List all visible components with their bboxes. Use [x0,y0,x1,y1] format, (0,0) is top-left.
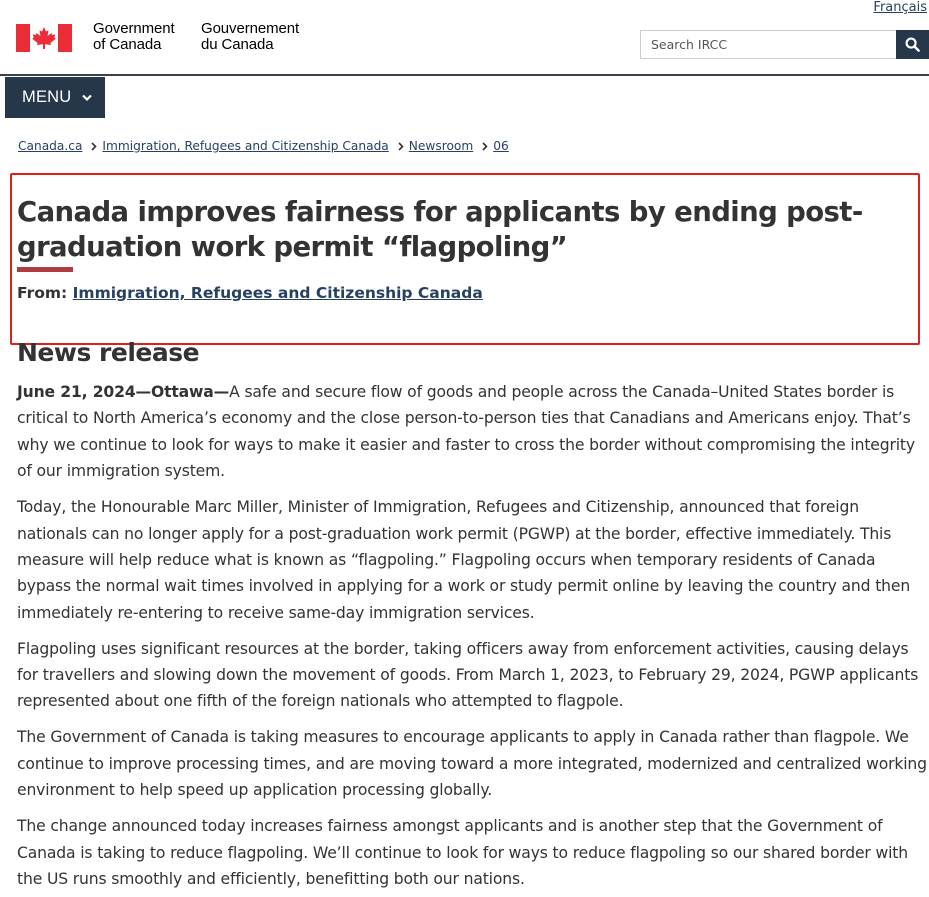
signature-french [201,21,299,53]
chevron-down-icon [82,94,92,102]
article-body [17,379,927,897]
menu-label: MENU [22,88,72,106]
breadcrumb-canada-ca[interactable]: Canada.ca [18,139,83,153]
paragraph-2: Today, the Honourable Marc Miller, Minister of Immigration, Refugees and Citizenship, announced that foreign nationals can no longer apply for a post-graduation work permit (PGWP) at the border, effective immediately. This measure will help reduce what is known as “flagpoling.” Flagpoling occurs when temporary residents of Canada bypass the normal wait times involved in applying for a work or study permit online by leaving the country and then immediately re-entering to receive same-day immigration services. [17,498,911,622]
dateline: June 21, 2024—Ottawa— [17,383,230,401]
chevron-right-icon [91,142,97,151]
paragraph-4: The Government of Canada is taking measures to encourage applicants to apply in Canada rather than flagpole. We continue to improve processing times, and are moving toward a more integrated, modernized and centralized working environment to help speed up application processing globally. [17,728,927,800]
paragraph-5: The change announced today increases fairness amongst applicants and is another step that the Government of Canada is taking to reduce flagpoling. We’ll continue to look for ways to reduce flagpoling so our shared border with the US runs smoothly and efficiently, benefitting both our nations. [17,817,908,888]
breadcrumb-06[interactable]: 06 [493,139,509,153]
from-department-link[interactable]: Immigration, Refugees and Citizenship Canada [72,284,483,302]
search-form [640,30,929,59]
signature-english [93,21,175,53]
page-title: Canada improves fairness for applicants by ending post-graduation work permit “flagpoling” [17,196,863,263]
signature-en-line2: of Canada [93,36,162,53]
search-input[interactable] [640,30,896,59]
from-line [17,284,483,302]
site-header [0,0,929,76]
signature-fr-line2: du Canada [201,36,274,53]
search-button[interactable] [896,30,929,59]
news-release-heading: News release [17,338,200,367]
chevron-right-icon [398,142,404,151]
breadcrumb-newsroom[interactable]: Newsroom [408,139,474,153]
menu-button[interactable] [5,77,105,118]
canada-flag-icon[interactable] [16,24,72,52]
signature-en-line1: Government [93,20,175,37]
signature-fr-line1: Gouvernement [201,20,300,37]
search-icon [905,37,920,52]
chevron-right-icon [482,142,488,151]
from-label: From: [17,284,68,302]
breadcrumb [18,139,509,153]
language-toggle-link[interactable]: Français [873,0,927,15]
paragraph-3: Flagpoling uses significant resources at the border, taking officers away from enforcement activities, causing delays for travellers and slowing down the movement of goods. From March 1, 2023, to February 29, 2024, PGWP applicants represented about one fifth of the foreign nationals who attempted to flagpole. [17,639,919,711]
paragraph-1 [17,379,927,485]
title-underline [17,267,73,272]
breadcrumb-ircc[interactable]: Immigration, Refugees and Citizenship Canada [102,139,389,153]
paragraph-1-text: A safe and secure flow of goods and people across the Canada–United States border is critical to North America’s economy and the close person-to-person ties that Canadians and Americans enjoy. That’s why we continue to look for ways to make it easier and faster to cross the border without compromising the integrity of our immigration system. [17,383,915,481]
